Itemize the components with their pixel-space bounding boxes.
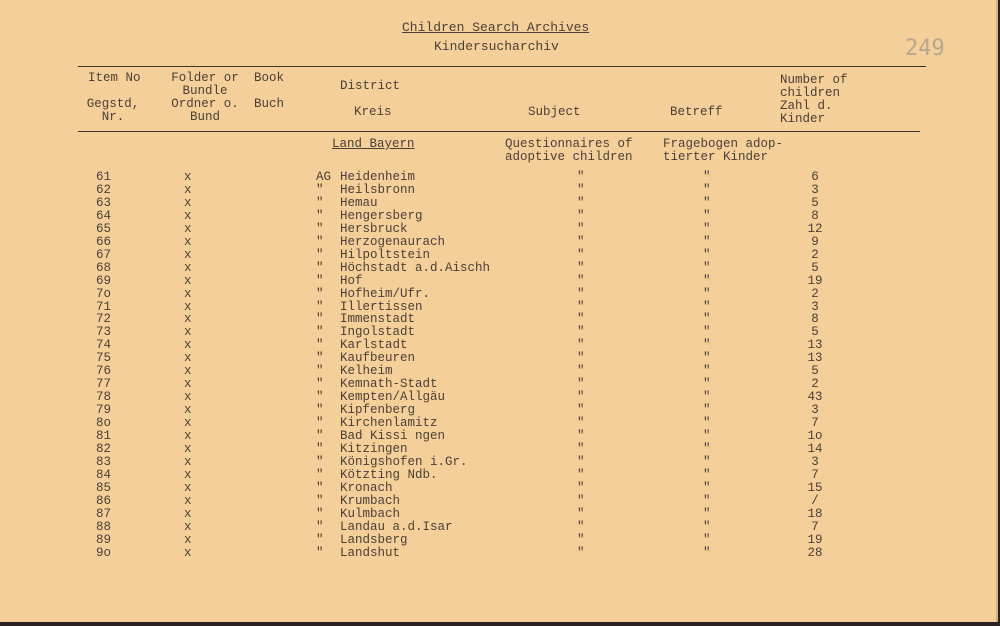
cell-item: 74	[96, 338, 112, 353]
cell-folder: x	[184, 519, 192, 534]
table-row	[0, 468, 996, 481]
cell-prefix: "	[316, 234, 324, 249]
cell-district: Hengersberg	[340, 208, 423, 223]
cell-folder: x	[184, 377, 192, 392]
header-book: Book	[254, 71, 285, 85]
cell-subject: "	[577, 364, 585, 379]
cell-prefix: "	[316, 247, 324, 262]
cell-item: 79	[96, 403, 112, 418]
cell-prefix: "	[316, 416, 324, 431]
cell-folder: x	[184, 260, 192, 275]
table-row	[0, 416, 996, 429]
cell-count: 5	[811, 325, 819, 340]
cell-count: 13	[807, 351, 823, 366]
cell-subject: "	[577, 273, 585, 288]
header-buch: Buch	[254, 97, 285, 111]
cell-district: Immenstadt	[340, 312, 416, 327]
cell-subject: "	[577, 467, 585, 482]
table-row	[0, 481, 996, 494]
cell-count: 3	[811, 403, 819, 418]
cell-subject: "	[577, 429, 585, 443]
table-row	[0, 390, 996, 403]
cell-item: 7o	[96, 286, 112, 301]
cell-district: Landshut	[340, 545, 401, 560]
cell-prefix: "	[316, 286, 324, 301]
cell-item: 8o	[96, 416, 112, 431]
cell-folder: x	[184, 247, 192, 262]
table-row	[0, 209, 996, 222]
cell-item: 73	[96, 325, 112, 340]
cell-betreff: "	[703, 312, 711, 327]
table-row	[0, 403, 996, 416]
cell-count: /	[811, 493, 819, 508]
cell-betreff: "	[703, 182, 711, 197]
cell-district: Kempten/Allgäu	[340, 390, 446, 405]
table-row	[0, 312, 996, 325]
cell-district: Kipfenberg	[340, 403, 416, 418]
cell-subject: "	[577, 338, 585, 353]
cell-folder: x	[184, 299, 192, 314]
table-row	[0, 196, 996, 209]
document-title: Children Search Archives	[402, 20, 590, 35]
cell-subject: "	[577, 208, 585, 223]
cell-count: 14	[807, 441, 823, 456]
cell-subject: "	[577, 377, 585, 392]
cell-item: 85	[96, 480, 112, 495]
cell-district: Kelheim	[340, 364, 393, 379]
cell-item: 64	[96, 208, 112, 223]
table-row	[0, 338, 996, 351]
cell-count: 2	[811, 247, 819, 262]
cell-district: Hersbruck	[340, 221, 408, 236]
cell-count: 19	[807, 273, 823, 288]
cell-item: 61	[96, 170, 112, 184]
cell-count: 3	[811, 454, 819, 469]
cell-betreff: "	[703, 234, 711, 249]
cell-district: Königshofen i.Gr.	[340, 454, 468, 469]
cell-item: 72	[96, 312, 112, 327]
cell-district: Höchstadt a.d.Aischh	[340, 260, 491, 275]
cell-subject: "	[577, 416, 585, 431]
cell-district: Karlstadt	[340, 338, 408, 353]
table-row	[0, 170, 996, 183]
cell-count: 3	[811, 182, 819, 197]
cell-folder: x	[184, 532, 192, 547]
table-row	[0, 442, 996, 455]
cell-betreff: "	[703, 351, 711, 366]
cell-betreff: "	[703, 416, 711, 431]
header-kreis: Kreis	[354, 105, 392, 119]
cell-count: 7	[811, 519, 819, 534]
cell-betreff: "	[703, 338, 711, 353]
cell-subject: "	[577, 441, 585, 456]
cell-item: 84	[96, 467, 112, 482]
cell-betreff: "	[703, 403, 711, 418]
cell-betreff: "	[703, 247, 711, 262]
cell-folder: x	[184, 312, 192, 327]
header-number: Number of children	[780, 73, 848, 100]
table-row	[0, 183, 996, 196]
table-row	[0, 364, 996, 377]
table-row	[0, 507, 996, 520]
cell-folder: x	[184, 441, 192, 456]
table-row	[0, 325, 996, 338]
cell-count: 6	[811, 170, 819, 184]
cell-subject: "	[577, 299, 585, 314]
cell-item: 63	[96, 195, 112, 210]
cell-subject: "	[577, 519, 585, 534]
cell-betreff: "	[703, 260, 711, 275]
document-subtitle: Kindersucharchiv	[434, 39, 559, 54]
cell-count: 8	[811, 208, 819, 223]
table-row	[0, 222, 996, 235]
cell-item: 69	[96, 273, 112, 288]
cell-prefix: "	[316, 532, 324, 547]
cell-betreff: "	[703, 286, 711, 301]
table-row	[0, 261, 996, 274]
cell-betreff: "	[703, 545, 711, 560]
cell-item: 71	[96, 299, 112, 314]
cell-prefix: "	[316, 441, 324, 456]
section-betreff: Fragebogen adop- tierter Kinder	[663, 137, 784, 164]
cell-district: Kemnath-Stadt	[340, 377, 438, 392]
cell-folder: x	[184, 221, 192, 236]
page-number: 249	[905, 36, 945, 61]
cell-prefix: "	[316, 364, 324, 379]
cell-folder: x	[184, 338, 192, 353]
cell-count: 43	[807, 390, 823, 405]
cell-count: 28	[807, 545, 823, 560]
cell-subject: "	[577, 532, 585, 547]
cell-folder: x	[184, 208, 192, 223]
header-zahl: Zahl d. Kinder	[780, 99, 833, 126]
cell-folder: x	[184, 170, 192, 184]
cell-betreff: "	[703, 377, 711, 392]
cell-folder: x	[184, 286, 192, 301]
cell-prefix: "	[316, 195, 324, 210]
cell-count: 13	[807, 338, 823, 353]
cell-folder: x	[184, 506, 192, 521]
cell-item: 75	[96, 351, 112, 366]
cell-betreff: "	[703, 364, 711, 379]
cell-subject: "	[577, 260, 585, 275]
table-row	[0, 287, 996, 300]
cell-folder: x	[184, 351, 192, 366]
cell-subject: "	[577, 480, 585, 495]
cell-subject: "	[577, 170, 585, 184]
cell-betreff: "	[703, 493, 711, 508]
cell-prefix: "	[316, 480, 324, 495]
cell-item: 9o	[96, 545, 112, 560]
cell-subject: "	[577, 506, 585, 521]
cell-prefix: AG	[316, 170, 332, 184]
cell-prefix: "	[316, 506, 324, 521]
cell-count: 2	[811, 377, 819, 392]
cell-count: 19	[807, 532, 823, 547]
cell-district: Herzogenaurach	[340, 234, 446, 249]
cell-district: Illertissen	[340, 299, 423, 314]
cell-item: 67	[96, 247, 112, 262]
cell-item: 82	[96, 441, 112, 456]
cell-folder: x	[184, 325, 192, 340]
cell-folder: x	[184, 493, 192, 508]
cell-count: 7	[811, 416, 819, 431]
cell-prefix: "	[316, 221, 324, 236]
cell-item: 66	[96, 234, 112, 249]
cell-count: 1o	[807, 429, 823, 443]
cell-betreff: "	[703, 480, 711, 495]
cell-subject: "	[577, 403, 585, 418]
cell-folder: x	[184, 454, 192, 469]
cell-count: 5	[811, 364, 819, 379]
cell-district: Hilpoltstein	[340, 247, 431, 262]
cell-subject: "	[577, 221, 585, 236]
header-subject: Subject	[528, 105, 581, 119]
cell-count: 12	[807, 221, 823, 236]
header-gegstd-nr: Gegstd, Nr.	[86, 97, 140, 124]
cell-count: 18	[807, 506, 823, 521]
table-row	[0, 520, 996, 533]
cell-betreff: "	[703, 506, 711, 521]
cell-prefix: "	[316, 467, 324, 482]
cell-district: Kitzingen	[340, 441, 408, 456]
cell-item: 88	[96, 519, 112, 534]
cell-item: 83	[96, 454, 112, 469]
cell-subject: "	[577, 390, 585, 405]
cell-prefix: "	[316, 519, 324, 534]
cell-count: 8	[811, 312, 819, 327]
cell-prefix: "	[316, 429, 324, 443]
cell-district: Hofheim/Ufr.	[340, 286, 431, 301]
cell-prefix: "	[316, 493, 324, 508]
section-subject: Questionnaires of adoptive children	[505, 137, 633, 164]
cell-district: Krumbach	[340, 493, 401, 508]
header-bottom-rule	[78, 131, 920, 132]
cell-betreff: "	[703, 195, 711, 210]
table-row	[0, 455, 996, 468]
cell-folder: x	[184, 403, 192, 418]
cell-betreff: "	[703, 170, 711, 184]
cell-subject: "	[577, 182, 585, 197]
header-item-no: Item No	[88, 71, 141, 85]
cell-prefix: "	[316, 260, 324, 275]
cell-betreff: "	[703, 390, 711, 405]
cell-district: Landau a.d.Isar	[340, 519, 453, 534]
cell-item: 86	[96, 493, 112, 508]
table-row	[0, 235, 996, 248]
cell-prefix: "	[316, 377, 324, 392]
cell-folder: x	[184, 429, 192, 443]
cell-betreff: "	[703, 441, 711, 456]
cell-betreff: "	[703, 325, 711, 340]
cell-subject: "	[577, 351, 585, 366]
cell-subject: "	[577, 454, 585, 469]
cell-betreff: "	[703, 429, 711, 443]
cell-count: 3	[811, 299, 819, 314]
cell-prefix: "	[316, 325, 324, 340]
cell-folder: x	[184, 364, 192, 379]
cell-folder: x	[184, 182, 192, 197]
cell-subject: "	[577, 325, 585, 340]
table-row	[0, 351, 996, 364]
table-row	[0, 429, 996, 442]
cell-district: Kulmbach	[340, 506, 401, 521]
cell-prefix: "	[316, 182, 324, 197]
header-folder: Folder or Bundle	[171, 71, 239, 98]
cell-subject: "	[577, 545, 585, 560]
cell-prefix: "	[316, 390, 324, 405]
cell-betreff: "	[703, 299, 711, 314]
header-district: District	[340, 79, 401, 93]
cell-subject: "	[577, 286, 585, 301]
cell-folder: x	[184, 416, 192, 431]
cell-betreff: "	[703, 519, 711, 534]
cell-subject: "	[577, 247, 585, 262]
cell-folder: x	[184, 273, 192, 288]
cell-count: 5	[811, 260, 819, 275]
cell-betreff: "	[703, 454, 711, 469]
cell-prefix: "	[316, 351, 324, 366]
cell-folder: x	[184, 390, 192, 405]
cell-item: 87	[96, 506, 112, 521]
cell-folder: x	[184, 480, 192, 495]
cell-subject: "	[577, 312, 585, 327]
table-row	[0, 494, 996, 507]
cell-item: 78	[96, 390, 112, 405]
table-row	[0, 533, 996, 546]
header-ordner: Ordner o. Bund	[171, 97, 239, 124]
cell-district: Heilsbronn	[340, 182, 416, 197]
cell-district: Ingolstadt	[340, 325, 416, 340]
cell-betreff: "	[703, 467, 711, 482]
cell-district: Heidenheim	[340, 170, 416, 184]
cell-item: 68	[96, 260, 112, 275]
cell-district: Bad Kissi ngen	[340, 429, 446, 443]
cell-item: 65	[96, 221, 112, 236]
cell-prefix: "	[316, 299, 324, 314]
cell-prefix: "	[316, 545, 324, 560]
cell-subject: "	[577, 234, 585, 249]
cell-item: 76	[96, 364, 112, 379]
cell-subject: "	[577, 493, 585, 508]
cell-prefix: "	[316, 312, 324, 327]
cell-count: 15	[807, 480, 823, 495]
cell-count: 5	[811, 195, 819, 210]
cell-district: Hemau	[340, 195, 378, 210]
table-row	[0, 377, 996, 390]
cell-count: 9	[811, 234, 819, 249]
cell-betreff: "	[703, 532, 711, 547]
table-row	[0, 300, 996, 313]
cell-prefix: "	[316, 403, 324, 418]
table-row	[0, 274, 996, 287]
cell-item: 62	[96, 182, 112, 197]
cell-district: Kirchenlamitz	[340, 416, 438, 431]
cell-district: Kötzting Ndb.	[340, 467, 438, 482]
cell-item: 81	[96, 429, 112, 443]
header-top-rule	[78, 66, 926, 67]
cell-folder: x	[184, 467, 192, 482]
section-land: Land Bayern	[332, 137, 415, 151]
cell-count: 7	[811, 467, 819, 482]
cell-betreff: "	[703, 221, 711, 236]
cell-folder: x	[184, 545, 192, 560]
cell-folder: x	[184, 195, 192, 210]
cell-district: Kronach	[340, 480, 393, 495]
cell-prefix: "	[316, 338, 324, 353]
cell-prefix: "	[316, 208, 324, 223]
cell-betreff: "	[703, 208, 711, 223]
cell-subject: "	[577, 195, 585, 210]
cell-prefix: "	[316, 454, 324, 469]
cell-item: 89	[96, 532, 112, 547]
cell-district: Kaufbeuren	[340, 351, 416, 366]
cell-item: 77	[96, 377, 112, 392]
cell-folder: x	[184, 234, 192, 249]
cell-count: 2	[811, 286, 819, 301]
cell-district: Landsberg	[340, 532, 408, 547]
table-row	[0, 546, 996, 559]
cell-prefix: "	[316, 273, 324, 288]
cell-district: Hof	[340, 273, 363, 288]
header-betreff: Betreff	[670, 105, 723, 119]
cell-betreff: "	[703, 273, 711, 288]
table-row	[0, 248, 996, 261]
